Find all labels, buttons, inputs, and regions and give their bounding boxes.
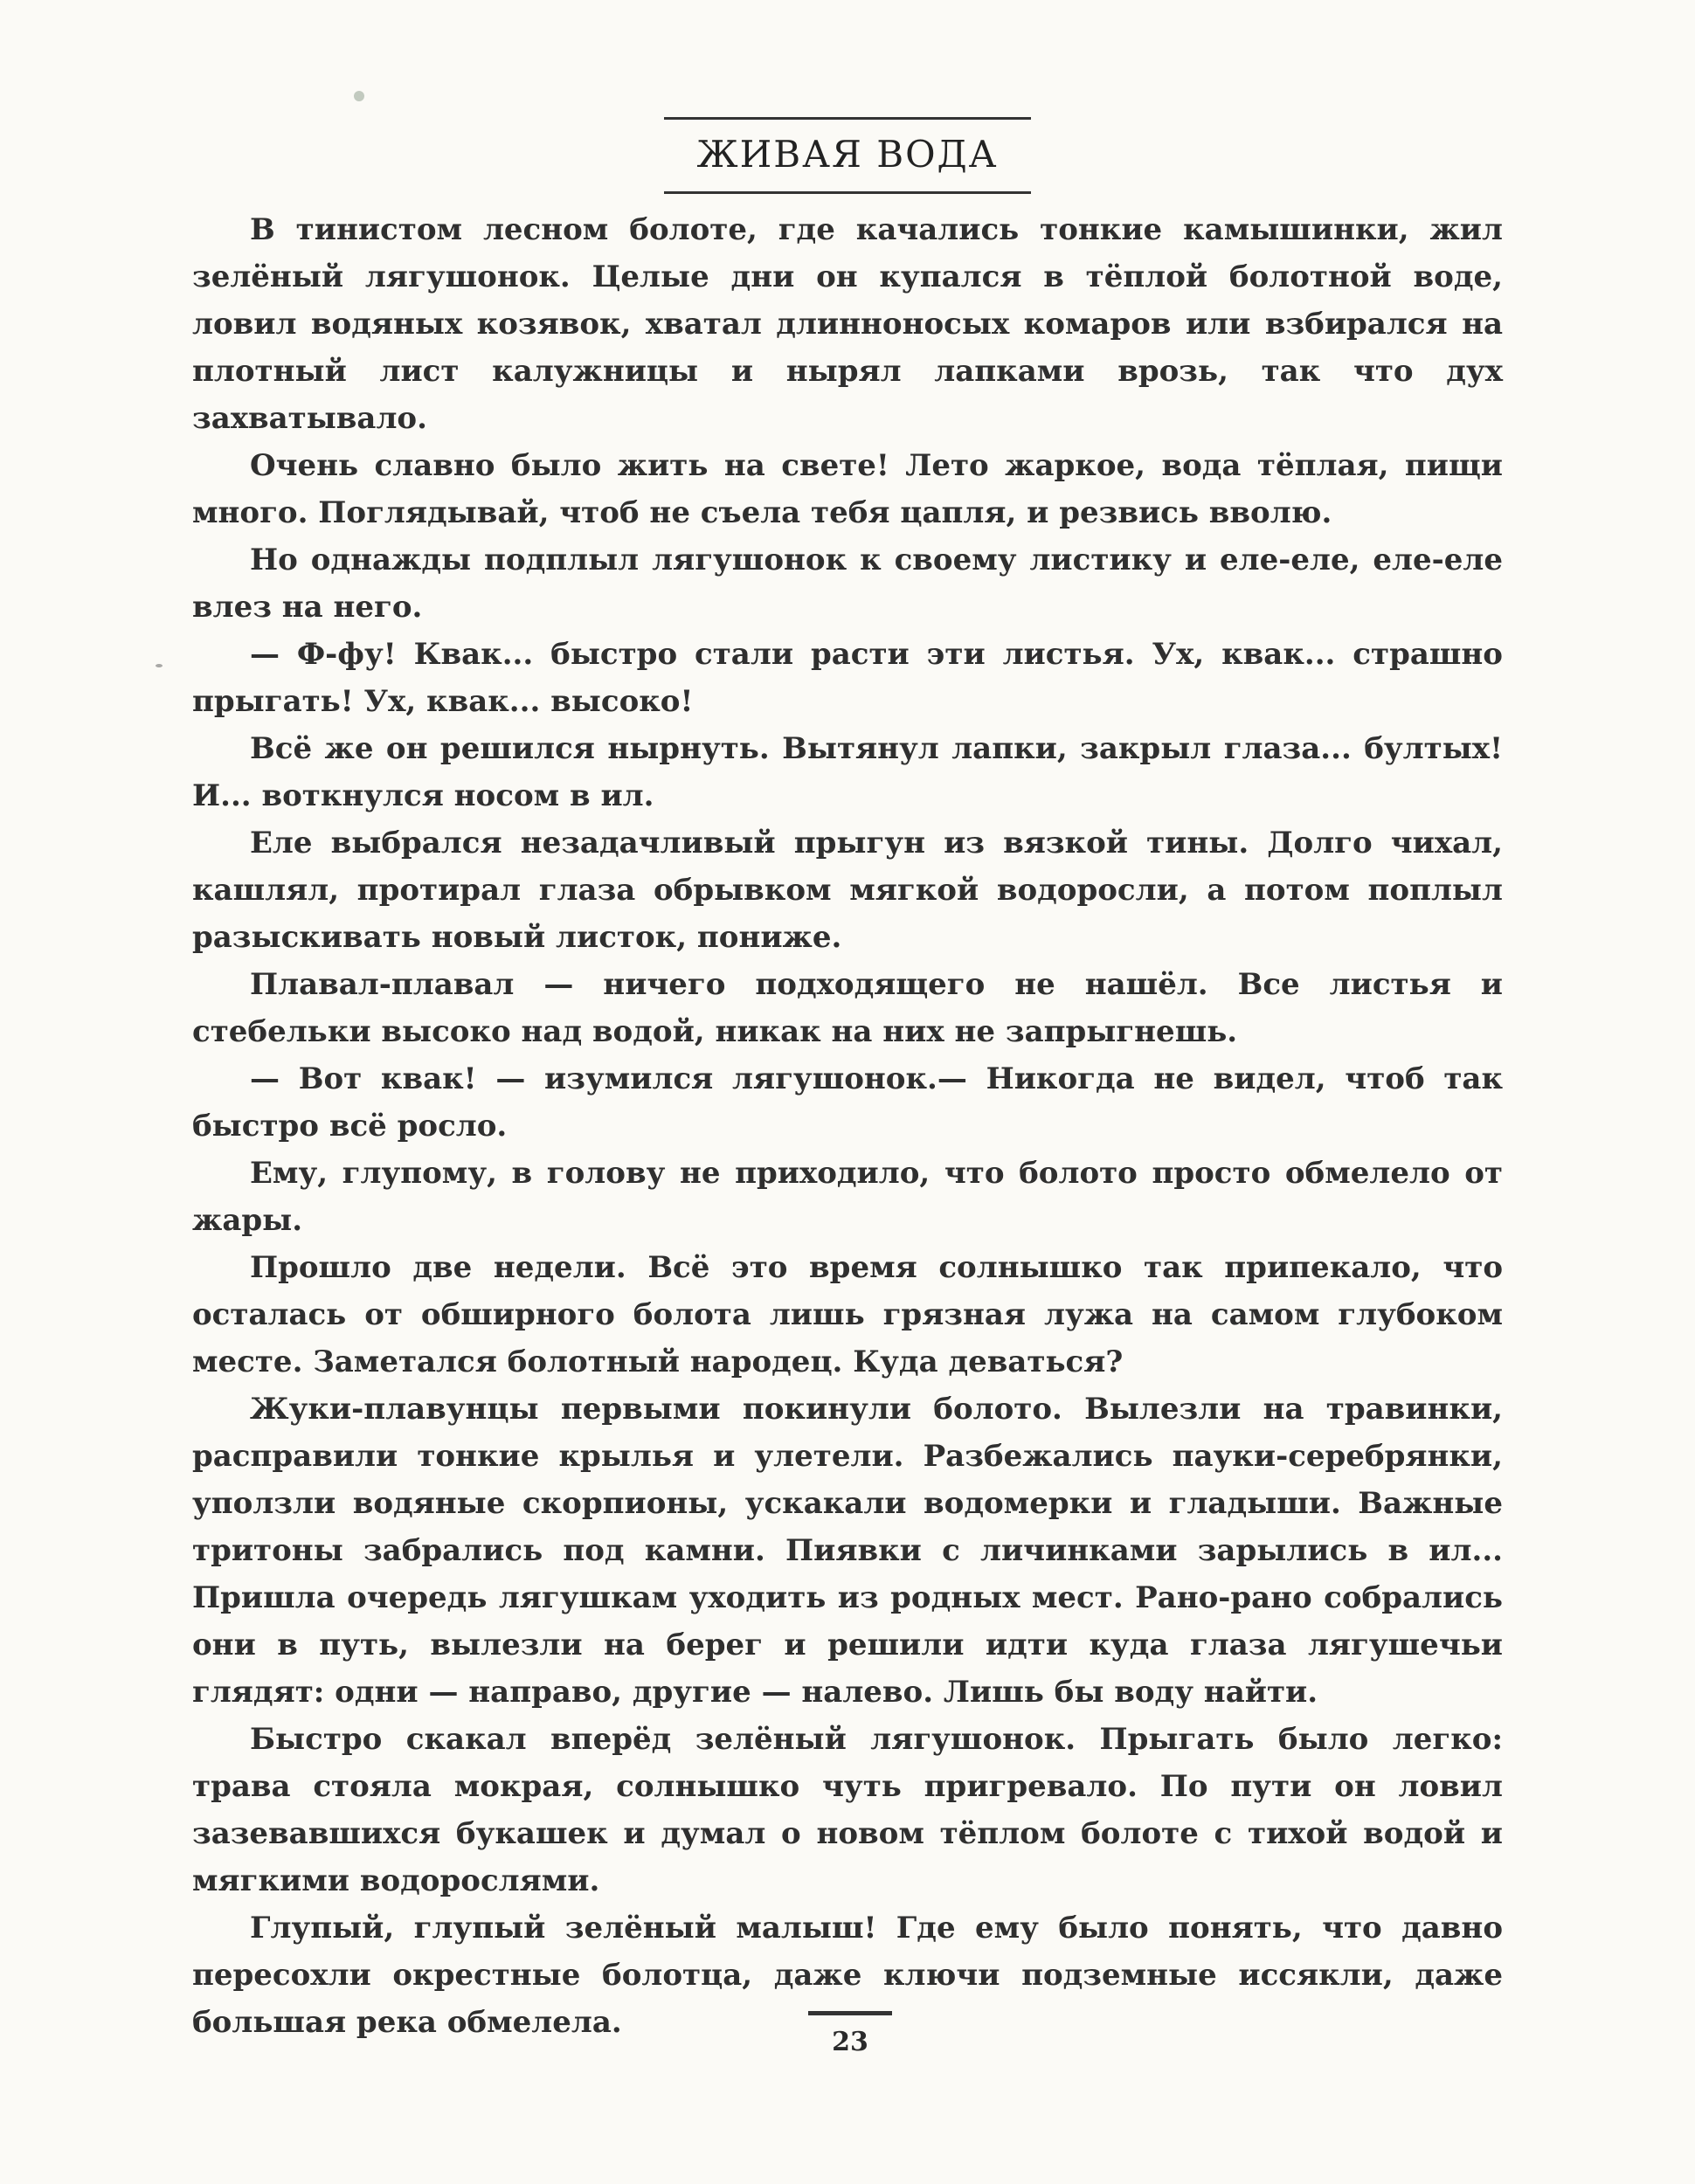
page-title: ЖИВАЯ ВОДА [696, 133, 999, 176]
paragraph-7: Плавал-плавал — ничего подходящего не нашёл. Все листья и стебельки высоко над водой, никак на них не запрыгнешь. [192, 967, 1503, 1049]
paragraph-10: Прошло две недели. Всё это время солнышко так припекало, что осталась от обширного болота лишь грязная лужа на самом глубоком месте. Заметался болотный народец. Куда деваться? [192, 1250, 1503, 1379]
paragraph-4: — Ф-фу! Квак... быстро стали расти эти листья. Ух, квак... страшно прыгать! Ух, квак... высоко! [192, 637, 1503, 719]
paragraph-8: — Вот квак! — изумился лягушонок.— Никогда не видел, чтоб так быстро всё росло. [192, 1061, 1503, 1144]
paragraph-13: Глупый, глупый зелёный малыш! Где ему было понять, что давно пересохли окрестные болотца, даже ключи подземные иссякли, даже большая река обмелела. [192, 1911, 1503, 2040]
paper-speck [156, 664, 163, 667]
title-block [664, 117, 1031, 194]
page-number: 23 [832, 2027, 868, 2057]
paragraph-5: Всё же он решился нырнуть. Вытянул лапки, закрыл глаза... бултых! И... воткнулся носом в ил. [192, 731, 1503, 813]
paragraph-1: В тинистом лесном болоте, где качались тонкие камышинки, жил зелёный лягушонок. Целые дни он купался в тёплой болотной воде, ловил водяных козявок, хватал длинноносых комаров или взбирался на плотный лист калужницы и нырял лапками врозь, так что дух захватывало. [192, 212, 1503, 436]
paragraph-6: Еле выбрался незадачливый прыгун из вязкой тины. Долго чихал, кашлял, протирал глаза обрывком мягкой водоросли, а потом поплыл разыскивать новый листок, пониже. [192, 826, 1503, 955]
paragraph-9: Ему, глупому, в голову не приходило, что болото просто обмелело от жары. [192, 1156, 1503, 1238]
body-text [192, 206, 1503, 2046]
paragraph-11: Жуки-плавунцы первыми покинули болото. Вылезли на травинки, расправили тонкие крылья и улетели. Разбежались пауки-серебрянки, уползли водяные скорпионы, ускакали водомерки и гладыши. Важные тритоны забрались под камни. Пиявки с личинками зарылись в ил... Пришла очередь лягушкам уходить из родных мест. Рано-рано собрались они в путь, вылезли на берег и решили идти куда глаза лягушечьи глядят: одни — направо, другие — налево. Лишь бы воду найти. [192, 1392, 1503, 1710]
paper-speck [354, 91, 364, 101]
paragraph-12: Быстро скакал вперёд зелёный лягушонок. Прыгать было легко: трава стояла мокрая, солнышко чуть пригревало. По пути он ловил зазевавшихся букашек и думал о новом тёплом болоте с тихой водой и мягкими водорослями. [192, 1722, 1503, 1898]
paragraph-2: Очень славно было жить на свете! Лето жаркое, вода тёплая, пищи много. Поглядывай, чтоб не съела тебя цапля, и резвись вволю. [192, 448, 1503, 530]
paragraph-3: Но однажды подплыл лягушонок к своему листику и еле-еле, еле-еле влез на него. [192, 543, 1503, 625]
title-rule-top [664, 117, 1031, 120]
title-rule-bottom [664, 191, 1031, 194]
page-number-rule [808, 2011, 892, 2015]
